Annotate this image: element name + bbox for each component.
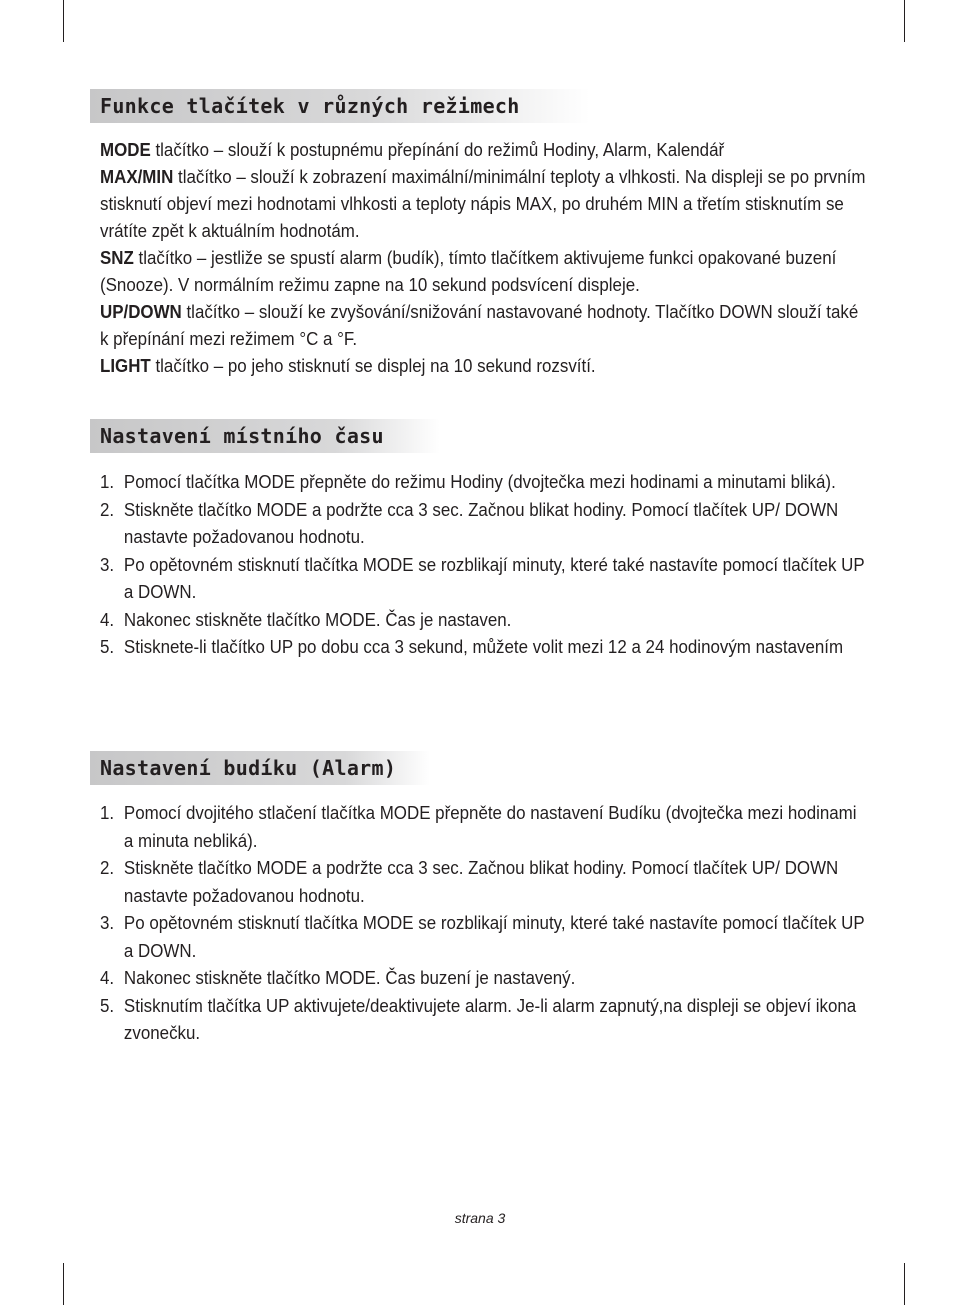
paragraph-mode bbox=[100, 136, 870, 163]
crop-mark-bottom-left bbox=[63, 1263, 64, 1305]
paragraph-light bbox=[100, 352, 870, 379]
step-text: Po opětovném stisknutí tlačítka MODE se rozblikají minuty, které také nastavíte pomocí tlačítek UP a DOWN. bbox=[123, 553, 865, 602]
step-number: 3. bbox=[100, 912, 115, 933]
step-text: Nakonec stiskněte tlačítko MODE. Čas je nastaven. bbox=[123, 608, 512, 630]
list-item bbox=[100, 633, 870, 661]
step-number: 2. bbox=[100, 857, 115, 878]
key-label: MAX/MIN bbox=[100, 166, 174, 187]
step-number: 1. bbox=[100, 802, 115, 823]
step-number: 5. bbox=[100, 636, 115, 657]
step-text: Pomocí tlačítka MODE přepněte do režimu Hodiny (dvojtečka mezi hodinami a minutami bliká). bbox=[123, 471, 836, 492]
key-label: SNZ bbox=[100, 247, 134, 268]
page-number: strana 3 bbox=[454, 1210, 506, 1226]
section-title-alarm: Nastavení budíku (Alarm) bbox=[90, 751, 430, 785]
paragraph-text: tlačítko – slouží ke zvyšování/snižování nastavované hodnoty. Tlačítko DOWN slouží také k přepínání mezi režimem °C a °F. bbox=[100, 301, 859, 349]
step-text: Stisknete-li tlačítko UP po dobu cca 3 sekund, můžete volit mezi 12 a 24 hodinovým nastavením bbox=[123, 636, 844, 657]
alarm-steps bbox=[100, 799, 870, 1047]
crop-mark-top-left bbox=[63, 0, 64, 42]
step-number: 4. bbox=[100, 608, 115, 630]
step-number: 4. bbox=[100, 967, 115, 988]
list-item bbox=[100, 854, 870, 909]
step-text: Nakonec stiskněte tlačítko MODE. Čas buzení je nastavený. bbox=[123, 967, 576, 988]
key-label: UP/DOWN bbox=[100, 301, 182, 322]
step-text: Pomocí dvojitého stlačení tlačítka MODE přepněte do nastavení Budíku (dvojtečka mezi hodinami a minuta nebliká). bbox=[123, 802, 857, 851]
step-text: Po opětovném stisknutí tlačítka MODE se rozblikají minuty, které také nastavíte pomocí tlačítek UP a DOWN. bbox=[123, 912, 865, 961]
list-item bbox=[100, 468, 870, 496]
key-label: MODE bbox=[100, 139, 151, 160]
section-title-local-time: Nastavení místního času bbox=[90, 419, 440, 453]
crop-mark-bottom-right bbox=[904, 1263, 905, 1305]
list-item bbox=[100, 964, 870, 992]
list-item bbox=[100, 606, 870, 634]
crop-mark-top-right bbox=[904, 0, 905, 42]
list-item bbox=[100, 551, 870, 606]
paragraph-snz bbox=[100, 244, 870, 298]
paragraph-text: tlačítko – slouží k zobrazení maximální/minimální teploty a vlhkosti. Na displeji se po prvním stisknutí objeví mezi hodnotami vlhkosti a teploty nápis MAX, po druhém MIN a třetím stisknutím se vrátíte zpět k aktuálním hodnotám. bbox=[100, 166, 866, 241]
step-number: 1. bbox=[100, 471, 115, 492]
list-item bbox=[100, 909, 870, 964]
step-number: 2. bbox=[100, 498, 115, 520]
list-item bbox=[100, 496, 870, 551]
paragraph-text: tlačítko – jestliže se spustí alarm (budík), tímto tlačítkem aktivujeme funkci opakované buzení (Snooze). V normálním režimu zapne na 10 sekund podsvícení displeje. bbox=[100, 247, 837, 295]
paragraph-up-down bbox=[100, 298, 870, 352]
list-item bbox=[100, 992, 870, 1047]
paragraph-text: tlačítko – po jeho stisknutí se displej na 10 sekund rozsvítí. bbox=[150, 355, 596, 376]
step-number: 3. bbox=[100, 553, 115, 575]
step-text: Stiskněte tlačítko MODE a podržte cca 3 sec. Začnou blikat hodiny. Pomocí tlačítek UP/ DOWN nastavte požadovanou hodnotu. bbox=[123, 857, 839, 906]
paragraph-max-min bbox=[100, 163, 870, 244]
key-label: LIGHT bbox=[100, 355, 151, 376]
local-time-steps bbox=[100, 468, 870, 661]
step-text: Stiskněte tlačítko MODE a podržte cca 3 sec. Začnou blikat hodiny. Pomocí tlačítek UP/ DOWN nastavte požadovanou hodnotu. bbox=[123, 498, 839, 547]
paragraph-text: tlačítko – slouží k postupnému přepínání do režimů Hodiny, Alarm, Kalendář bbox=[150, 139, 725, 160]
button-functions-body bbox=[100, 136, 870, 379]
list-item bbox=[100, 799, 870, 854]
step-number: 5. bbox=[100, 994, 115, 1016]
section-title-button-functions: Funkce tlačítek v různých režimech bbox=[90, 89, 590, 123]
step-text: Stisknutím tlačítka UP aktivujete/deaktivujete alarm. Je-li alarm zapnutý,na displeji se objeví ikona zvonečku. bbox=[123, 994, 857, 1043]
